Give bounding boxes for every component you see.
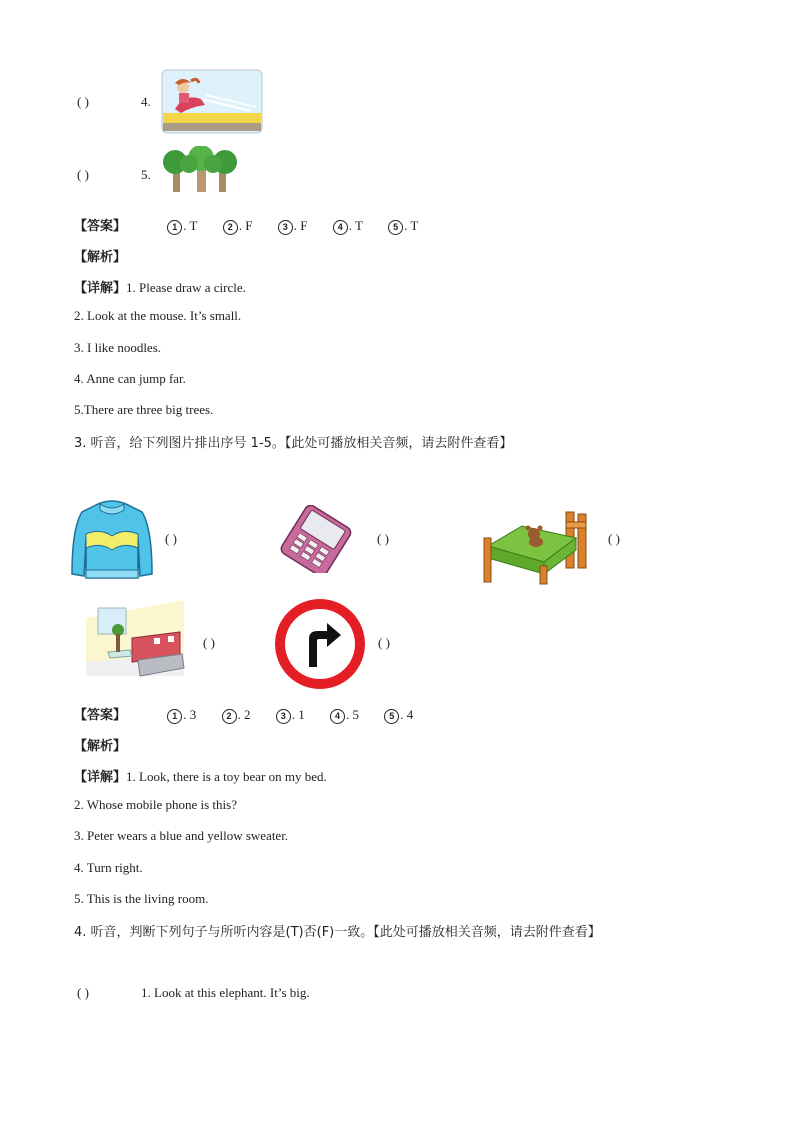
sweater-picture: [70, 498, 154, 580]
bed-with-toy-bear-picture: [482, 510, 588, 586]
detail-line: 2. Look at the mouse. It’s small.: [74, 308, 242, 323]
detail-line: 3. Peter wears a blue and yellow sweater.: [74, 828, 289, 843]
answer-value: . T: [348, 218, 363, 233]
circled-number: 5: [384, 709, 399, 724]
detail-line: 4. Turn right.: [74, 860, 143, 875]
answer-value: . F: [238, 218, 253, 233]
detail-line: 4. Anne can jump far.: [74, 371, 186, 386]
answer-value: . 1: [291, 707, 305, 722]
answer-value: . F: [293, 218, 308, 233]
circled-number: 3: [278, 220, 293, 235]
answer-value: . 4: [400, 707, 414, 722]
question-heading-3: 3. 听音，给下列图片排出序号 1-5。【此处可播放相关音频，请去附件查看】: [74, 436, 513, 451]
answer-value: . T: [183, 218, 198, 233]
circled-number: 5: [388, 220, 403, 235]
detail-label: 【详解】: [74, 770, 127, 785]
detail-label: 【详解】: [74, 281, 127, 296]
detail-line: 5.There are three big trees.: [74, 402, 214, 417]
answer-bracket[interactable]: ( ): [377, 531, 389, 546]
answer-bracket[interactable]: ( ): [378, 635, 390, 650]
item-number: 5.: [141, 167, 151, 182]
analysis-label: 【解析】: [74, 250, 127, 265]
detail-text: 1. Look, there is a toy bear on my bed.: [126, 769, 327, 784]
circled-number: 4: [333, 220, 348, 235]
detail-line: 3. I like noodles.: [74, 340, 162, 355]
answer-row: [74, 215, 440, 235]
answer-bracket[interactable]: ( ): [77, 94, 89, 109]
answer-label: 【答案】: [74, 708, 127, 723]
answer-value: . T: [404, 218, 419, 233]
detail-text: 1. Please draw a circle.: [126, 280, 246, 295]
circled-number: 1: [167, 709, 182, 724]
circled-number: 2: [223, 220, 238, 235]
answer-row: [74, 704, 435, 724]
detail-line: 5. This is the living room.: [74, 891, 209, 906]
item-number: 4.: [141, 94, 151, 109]
three-trees-picture: [161, 146, 243, 194]
answer-label: 【答案】: [74, 219, 127, 234]
question-heading-4: 4. 听音，判断下列句子与所听内容是(T)否(F)一致。【此处可播放相关音频，请去附件查看】: [74, 925, 601, 940]
girl-long-jump-picture: [161, 69, 263, 134]
answer-value: . 3: [183, 707, 197, 722]
circled-number: 4: [330, 709, 345, 724]
analysis-label: 【解析】: [74, 739, 127, 754]
sentence-text: 1. Look at this elephant. It’s big.: [141, 985, 310, 1000]
circled-number: 1: [167, 220, 182, 235]
living-room-picture: [84, 598, 186, 678]
answer-bracket[interactable]: ( ): [77, 167, 89, 182]
circled-number: 2: [222, 709, 237, 724]
answer-value: . 2: [237, 707, 251, 722]
answer-value: . 5: [346, 707, 360, 722]
answer-bracket[interactable]: ( ): [165, 531, 177, 546]
detail-line: [74, 766, 327, 785]
mobile-phone-picture: [271, 505, 363, 573]
detail-line: 2. Whose mobile phone is this?: [74, 797, 237, 812]
answer-bracket[interactable]: ( ): [608, 531, 620, 546]
turn-right-sign-picture: [273, 597, 367, 691]
circled-number: 3: [276, 709, 291, 724]
detail-line: [74, 277, 246, 296]
answer-bracket[interactable]: ( ): [77, 985, 89, 1000]
answer-bracket[interactable]: ( ): [203, 635, 215, 650]
